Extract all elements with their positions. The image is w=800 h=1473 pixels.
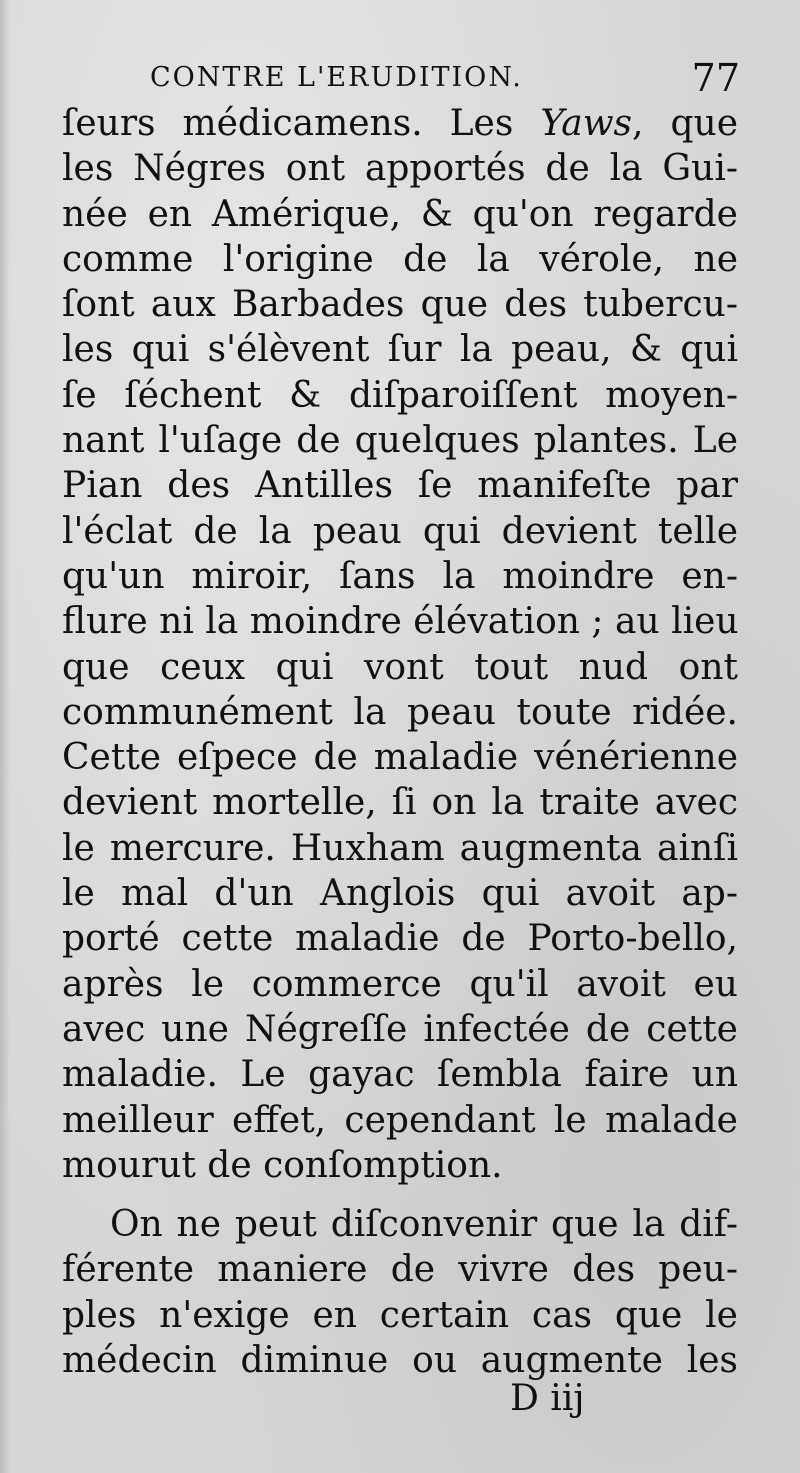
text-line: médecin diminue ou augmente les (62, 1340, 738, 1382)
text-line: ples n'exige en certain cas que le (62, 1294, 738, 1336)
text-line: maladie. Le gayac ſembla faire un (62, 1054, 738, 1096)
text-line: férente maniere de vivre des peu- (62, 1249, 738, 1291)
text-line: que ceux qui vont tout nud ont (62, 646, 738, 688)
text-line: flure ni la moindre élévation ; au lieu (62, 601, 739, 643)
running-head (150, 56, 740, 104)
text-line: Pian des Antilles ſe manifeſte par (62, 465, 738, 507)
text-line: porté cette maladie de Porto-bello, (62, 918, 738, 960)
page-edge-shadow (0, 0, 10, 1473)
text-line: née en Amérique, & qu'on regarde (62, 193, 738, 235)
text-line: communément la peau toute ridée. (62, 691, 738, 733)
text-line: après le commerce qu'il avoit eu (62, 963, 738, 1005)
text-line: qu'un miroir, ſans la moindre en- (62, 555, 738, 597)
text-line: mourut de conſomption. (62, 1144, 503, 1186)
signature-mark: D iij (510, 1378, 585, 1419)
text-line: devient mortelle, ſi on la traite avec (62, 782, 738, 824)
text-line: avec une Négreſſe infectée de cette (62, 1008, 738, 1050)
paragraph-gap (62, 1188, 738, 1202)
text-line: ſeurs médicamens. Les Yaws, que (62, 103, 739, 144)
text-line: nant l'uſage de quelques plantes. Le (62, 420, 738, 462)
italic-term: Yaws (540, 103, 633, 144)
text-line: comme l'origine de la vérole, ne (62, 238, 738, 280)
text-line: les Négres ont apportés de la Gui- (62, 148, 738, 190)
text-line: le mercure. Huxham augmenta ainſi (62, 827, 738, 869)
text-line: Cette eſpece de maladie vénérienne (62, 737, 738, 779)
page-number: 77 (691, 56, 740, 100)
text-line: ſe ſéchent & diſparoiſſent moyen- (62, 374, 738, 416)
text-line: On ne peut diſconvenir que la dif- (110, 1204, 738, 1246)
text-line: meilleur effet, cependant le malade (62, 1099, 738, 1141)
body-text (62, 101, 738, 1383)
text-line: l'éclat de la peau qui devient telle (62, 510, 738, 552)
text-line: ſont aux Barbades que des tubercu- (62, 284, 738, 326)
text-line: les qui s'élèvent ſur la peau, & qui (62, 329, 738, 371)
running-head-title: CONTRE L'ERUDITION. (150, 62, 523, 93)
text-line: le mal d'un Anglois qui avoit ap- (62, 873, 738, 915)
